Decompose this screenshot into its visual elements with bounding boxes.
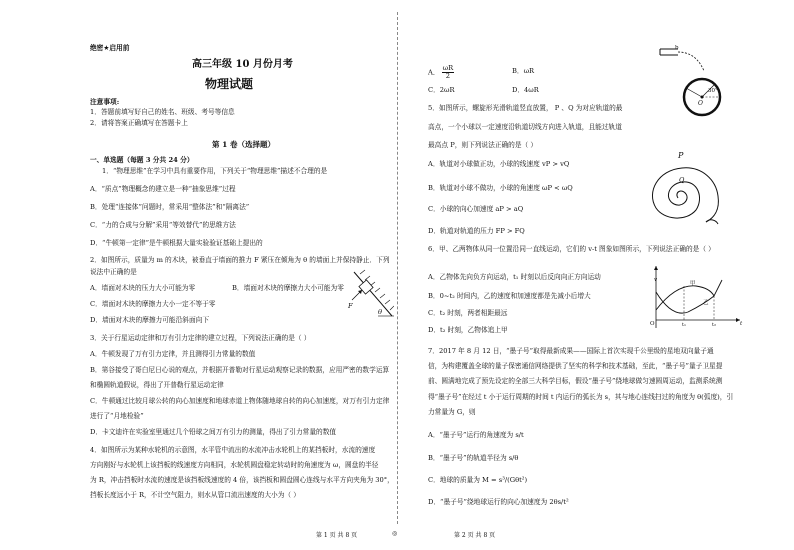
q4-center-label: O <box>698 100 703 107</box>
footer-page-2: 第 2 页 共 8 页 <box>454 532 496 539</box>
q3-option-a: A．牛顿发现了万有引力定律，并且测得引力常量的数值 <box>90 350 256 358</box>
q3-option-b-cont: 和椭圆轨道假说，得出了开普勒行星运动定律 <box>90 381 224 389</box>
q6-jia-label: 甲 <box>690 281 696 287</box>
volume-title: 第 1 卷（选择题） <box>212 140 275 149</box>
q5-stem: 5．如图所示，螺旋形光滑轨道竖直放置， P 、Q 为对应轨道的最 <box>428 104 623 112</box>
q6-t1-label: t₁ <box>682 322 687 328</box>
q7-stem-cont: 得“墨子号”在经过 t 小于运行周期的时间 t 内运行的弧长为 s，其与地心连线扫过的角度为 θ(弧度)，引 <box>428 393 734 401</box>
q4-angle-label: 30° <box>708 88 718 94</box>
note-item: 2．请将答案正确填写在答题卡上 <box>90 119 188 127</box>
q5-stem-cont: 最高点 P，则下列说法正确的是（ ） <box>428 141 538 149</box>
q4-option-d: D．4ωR <box>512 86 539 94</box>
q7-stem: 7．2017 年 8 月 12 日，“墨子号”取得最新成果——国际上首次实现千公里级的星地双向量子通 <box>428 347 714 355</box>
q4-option-a-fraction: $\frac{\omega R}{2}$ <box>442 64 454 80</box>
q2-stem: 2．如图所示，质量为 m 的木块，被垂直于墙面的推力 F 紧压在倾角为 θ 的墙面上并保持静止．下列 <box>90 256 390 264</box>
q1-option-d: D．“牛顿第一定律”是牛顿根据大量实验验证基础上提出的 <box>90 239 263 247</box>
q7-option-a: A．“墨子号”运行的角速度为 s/t <box>428 431 524 439</box>
q1-option-a: A．“质点”物理概念的建立是一种“抽象思维”过程 <box>90 185 236 193</box>
exam-title: 高三年级 10 月份月考 <box>192 59 293 70</box>
q2-wall-figure <box>348 268 394 324</box>
q6-t2-label: t₂ <box>712 322 717 328</box>
q3-option-c: C．牛顿通过比较月球公转的向心加速度和地球赤道上物体随地球自转的向心加速度，对万有引力定律 <box>90 397 390 405</box>
q5-spiral-figure <box>638 158 726 234</box>
q4-stem-cont: 为 R，冲击挡板时水流的速度是该挡板线速度的 4 倍，该挡板和圆盘圆心连线与水平方向夹角为 30°， <box>90 476 394 484</box>
q5-q-label: Q <box>679 176 685 184</box>
q2-option-a: A．墙面对木块的压力大小可能为零 <box>90 284 196 292</box>
q4-stem: 4．如图所示为某种水轮机的示意图，水平管中流出的水流冲击水轮机上的某挡板时，水流的速度 <box>90 446 376 454</box>
notes-heading: 注意事项: <box>90 98 120 106</box>
q7-stem-cont: 前、圆满地完成了预先设定的全部三大科学目标，假设“墨子号”绕地球做匀速圆周运动，监测系统测 <box>428 377 723 385</box>
q4-stem-cont: 方向刚好与水轮机上该挡板的线速度方向相同，水轮机圆盘稳定转动时的角速度为 ω，圆盘的半径 <box>90 461 379 469</box>
section-heading: 一、单选题（每题 3 分共 24 分） <box>90 156 194 164</box>
q5-p-label: P <box>678 151 684 160</box>
q3-option-c-cont: 进行了“月地检验” <box>90 412 144 420</box>
q6-yi-label: 乙 <box>703 300 709 306</box>
q5-option-a: A．轨道对小球做正功，小球的线速度 vP > vQ <box>428 160 570 168</box>
q4-nozzle-label: b <box>675 45 679 51</box>
q6-option-c: C．t₂ 时刻，两者相距最远 <box>428 309 508 317</box>
q2-force-label: F <box>348 302 353 310</box>
q7-option-c: C．地球的质量为 M = s³/(Gθt²) <box>428 476 528 484</box>
q6-option-b: B．0~t₂ 时间内，乙的速度和加速度都是先减小后增大 <box>428 292 591 300</box>
q4-option-b: B．ωR <box>512 67 535 75</box>
q6-option-a: A．乙物体先向负方向运动，t₁ 时刻以后反向向正方向运动 <box>428 273 601 281</box>
note-item: 1．答题前填写好自己的姓名、班级、考号等信息 <box>90 108 235 116</box>
q5-option-d: D．轨道对轨道的压力 FP > FQ <box>428 227 525 235</box>
q6-option-d: D．t₂ 时刻，乙物体追上甲 <box>428 326 508 334</box>
q6-v-axis-label: v <box>654 277 658 283</box>
q5-option-b: B．轨道对小球不做功，小球的角速度 ωP < ωQ <box>428 184 573 192</box>
q4-stem-cont: 挡板长度远小于 R，不计空气阻力，则水从管口流出速度的大小为（ ） <box>90 491 300 499</box>
q1-stem: 1．“物理思维”在学习中具有重要作用，下列关于“物理思维”描述不合理的是 <box>102 167 328 175</box>
q3-stem: 3．关于行星运动定律和万有引力定律的建立过程，下列说法正确的是（ ） <box>90 334 311 342</box>
q2-angle-label: θ <box>378 308 383 316</box>
q6-stem: 6．甲、乙两物体从同一位置沿同一直线运动，它们的 v-t 图象如图所示，下列说法正确的是（ ） <box>428 245 715 253</box>
q3-option-b: B．第谷接受了哥白尼日心说的观点，并根据开普勒对行星运动观察记录的数据，应用严密的数学运算 <box>90 366 390 374</box>
q4-option-c: C．2ωR <box>428 86 455 94</box>
q3-option-d: D．卡文迪许在实验室里通过几个铅球之间万有引力的测量，得出了引力常量的数值 <box>90 428 337 436</box>
q6-vt-graph <box>648 262 744 332</box>
secret-label: 绝密★启用前 <box>90 44 130 52</box>
q4-option-a: A． $\frac{\omega R}{2}$ <box>428 64 454 80</box>
q2-option-b: B．墙面对木块的摩擦力大小可能为零 <box>232 284 344 292</box>
q5-option-c: C．小球的向心加速度 aP > aQ <box>428 205 524 213</box>
q4-waterwheel-figure <box>656 43 734 117</box>
q7-option-b: B．“墨子号”的轨道半径为 s/θ <box>428 454 519 462</box>
q7-stem-cont: 信，为构建覆盖全球的量子保密通信网络提供了坚实的科学和技术基础，至此，“墨子号”量子卫星提 <box>428 362 723 370</box>
subject-title: 物理试题 <box>205 77 254 91</box>
q6-t-axis-label: t <box>740 321 743 327</box>
q2-option-d: D．墙面对木块的摩擦力可能沿斜面向下 <box>90 316 210 324</box>
q7-stem-cont: 力常量为 G，则 <box>428 408 476 416</box>
q7-option-d: D．“墨子号”绕地球运行的向心加速度为 2θs/t² <box>428 498 569 506</box>
q1-option-b: B．处理“连接体”问题时，常采用“整体法”和“隔离法” <box>90 203 250 211</box>
q2-stem-cont: 说法中正确的是 <box>90 268 137 276</box>
q2-option-c: C．墙面对木块的摩擦力大小一定不等于零 <box>90 300 216 308</box>
fold-mark-icon: ◎ <box>392 530 398 537</box>
q5-stem-cont: 高点，一个小球以一定速度沿轨道切线方向进入轨道，且能过轨道 <box>428 123 622 131</box>
footer-page-1: 第 1 页 共 8 页 <box>316 532 358 539</box>
right-page <box>398 0 794 550</box>
q1-option-c: C．“力的合成与分解”采用“等效替代”的思维方法 <box>90 221 236 229</box>
q6-origin-label: O <box>650 321 655 327</box>
